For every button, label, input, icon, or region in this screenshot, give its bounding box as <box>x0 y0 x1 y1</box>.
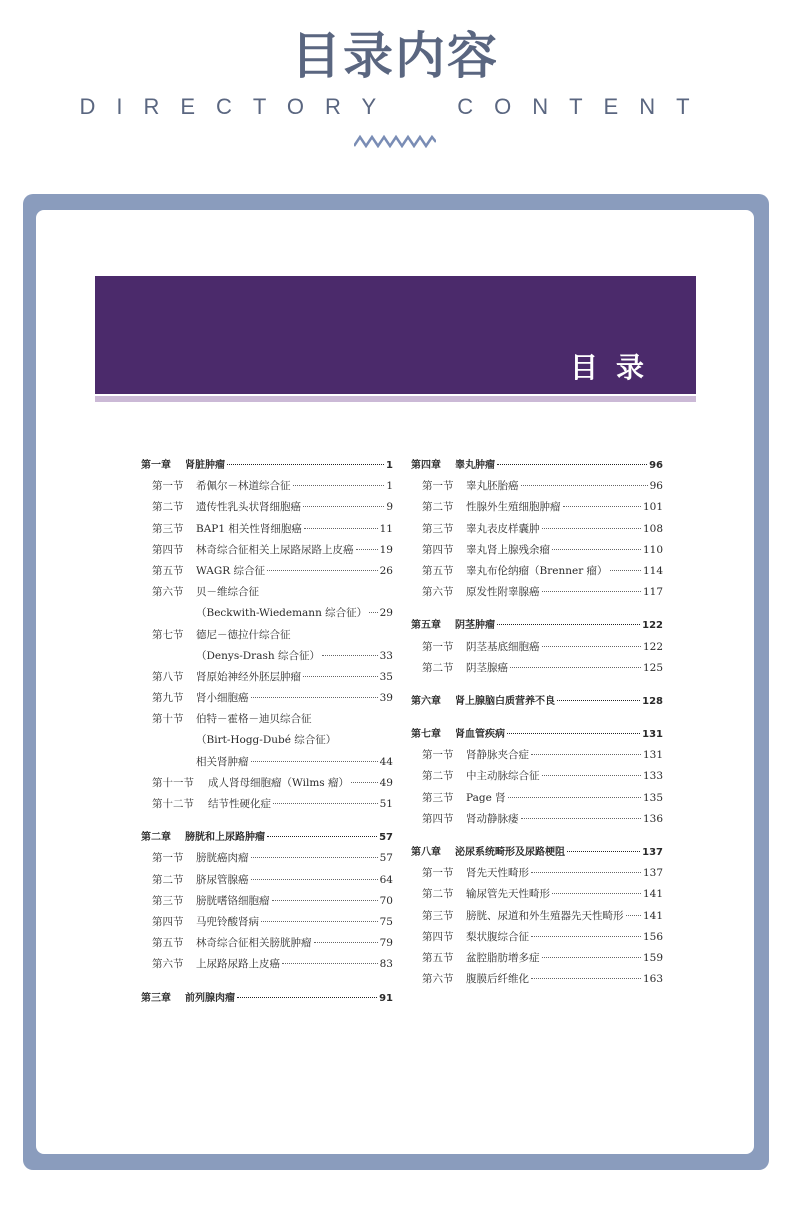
toc-entry-title: 上尿路尿路上皮癌 <box>196 958 280 971</box>
toc-page-number: 91 <box>379 992 393 1004</box>
toc-section-row <box>411 497 663 518</box>
toc-section-row <box>411 658 663 679</box>
toc-entry-title: 阴茎腺癌 <box>466 661 508 674</box>
toc-chapter-row <box>141 455 393 476</box>
toc-leader-dots <box>273 803 378 804</box>
toc-section-row <box>141 912 393 933</box>
toc-page-number: 49 <box>379 776 393 789</box>
toc-entry-title: 睾丸肾上腺残余瘤 <box>466 543 550 556</box>
zigzag-ornament-icon <box>354 134 436 148</box>
toc-entry-number: 第五章 <box>411 620 441 632</box>
toc-page-number: 137 <box>642 867 663 880</box>
toc-section-row <box>141 519 393 540</box>
toc-entry-title: 睾丸肿瘤 <box>455 460 495 471</box>
toc-chapter-row <box>141 827 393 848</box>
toc-page-number: 1 <box>386 460 393 471</box>
toc-page-number: 131 <box>642 729 663 741</box>
toc-page-number: 110 <box>642 543 663 556</box>
toc-page-number: 83 <box>379 958 393 971</box>
toc-leader-dots <box>521 485 648 486</box>
toc-entry-title: 前列腺肉瘤 <box>185 992 235 1004</box>
toc-entry-title: 肾脏肿瘤 <box>185 460 225 471</box>
toc-leader-dots <box>303 676 378 677</box>
toc-entry-number: 第三节 <box>422 909 454 922</box>
toc-section-row <box>141 540 393 561</box>
toc-page-number: 133 <box>642 770 663 783</box>
toc-entry-number: 第七章 <box>411 729 441 741</box>
toc-section-row <box>411 582 663 603</box>
toc-entry-number: 第六节 <box>422 586 454 599</box>
toc-section-row <box>411 863 663 884</box>
toc-page-number: 57 <box>379 832 393 844</box>
toc-entry-number: 第二节 <box>422 888 454 901</box>
toc-section-row <box>411 766 663 787</box>
toc-entry-title: 膀胱、尿道和外生殖器先天性畸形 <box>466 909 624 922</box>
toc-entry-number: 第五节 <box>422 564 454 577</box>
toc-leader-dots <box>610 570 641 571</box>
banner-underline <box>95 396 696 402</box>
toc-entry-number: 第三节 <box>152 522 184 535</box>
toc-entry-number: 第四节 <box>422 812 454 825</box>
toc-leader-dots <box>267 570 378 571</box>
toc-page-number: 156 <box>642 930 663 943</box>
subtitle-word-2: CONTENT <box>457 94 711 119</box>
toc-entry-number: 第一节 <box>152 480 184 493</box>
toc-entry-number: 第五节 <box>152 937 184 950</box>
toc-page-number: 70 <box>379 894 393 907</box>
toc-section-row <box>411 948 663 969</box>
toc-section-row <box>141 933 393 954</box>
toc-entry-title: 睾丸胚胎癌 <box>466 480 519 493</box>
toc-page-number: 163 <box>642 973 663 986</box>
toc-section-row <box>141 794 393 815</box>
toc-page-number: 39 <box>379 692 393 705</box>
toc-entry-title: 希佩尔－林道综合征 <box>196 480 291 493</box>
toc-leader-dots <box>507 733 640 734</box>
toc-leader-dots <box>303 506 384 507</box>
page-heading: 目录内容 <box>291 27 499 85</box>
toc-entry-title: 膀胱癌肉瘤 <box>196 852 249 865</box>
toc-entry-number: 第二章 <box>141 832 171 844</box>
toc-leader-dots <box>497 624 640 625</box>
toc-chapter-row <box>411 842 663 863</box>
toc-leader-dots <box>227 464 384 465</box>
toc-section-row <box>411 884 663 905</box>
toc-entry-title: 马兜铃酸肾病 <box>196 915 259 928</box>
toc-page-number: 9 <box>386 501 393 514</box>
toc-section-row <box>411 561 663 582</box>
toc-entry-number: 第六节 <box>152 586 184 599</box>
toc-leader-dots <box>531 936 641 937</box>
toc-leader-dots <box>567 851 640 852</box>
toc-page-number: 29 <box>379 607 393 620</box>
toc-page-number: 114 <box>642 564 663 577</box>
toc-page-number: 57 <box>379 852 393 865</box>
toc-leader-dots <box>322 655 378 656</box>
toc-entry-title: 阴茎肿瘤 <box>455 620 495 632</box>
page-subheading <box>0 94 790 120</box>
banner-title: 目录 <box>569 351 662 384</box>
toc-entry-number: 第三节 <box>422 522 454 535</box>
toc-entry-title: 睾丸表皮样囊肿 <box>466 522 540 535</box>
toc-section-row <box>141 667 393 688</box>
toc-entry-title: 贝－维综合征 <box>196 586 259 599</box>
toc-leader-dots <box>521 818 641 819</box>
toc-entry-number: 第四节 <box>422 930 454 943</box>
toc-entry-title: 膀胱嗜铬细胞瘤 <box>196 894 270 907</box>
toc-chapter-row <box>411 724 663 745</box>
toc-entry-number: 第六章 <box>411 695 441 707</box>
toc-entry-title: 梨状腹综合征 <box>466 930 529 943</box>
toc-entry-number: 第七节 <box>152 628 184 641</box>
toc-entry-title: 肾动静脉瘘 <box>466 812 519 825</box>
toc-entry-title: 遗传性乳头状肾细胞癌 <box>196 501 301 514</box>
toc-entry-number: 第二节 <box>422 770 454 783</box>
toc-entry-number: 第八节 <box>152 670 184 683</box>
toc-entry-title: 膀胱和上尿路肿瘤 <box>185 832 265 844</box>
toc-leader-dots <box>237 997 377 998</box>
toc-section-row <box>411 788 663 809</box>
toc-entry-title: 中主动脉综合征 <box>466 770 540 783</box>
toc-left-column <box>141 455 393 1009</box>
toc-entry-number: 第二节 <box>422 661 454 674</box>
toc-entry-title: 肾静脉夹合症 <box>466 749 529 762</box>
toc-leader-dots <box>552 549 641 550</box>
toc-entry-title: 盆腔脂肪增多症 <box>466 951 540 964</box>
toc-entry-number: 第二节 <box>152 873 184 886</box>
toc-entry-number: 第五节 <box>422 951 454 964</box>
toc-banner <box>95 276 696 394</box>
toc-entry-number: 第三节 <box>152 894 184 907</box>
toc-entry-number: 第一章 <box>141 460 171 471</box>
toc-entry-number: 第二节 <box>152 501 184 514</box>
toc-entry-number: 第五节 <box>152 564 184 577</box>
toc-page-number: 137 <box>642 847 663 858</box>
toc-leader-dots <box>542 957 641 958</box>
toc-leader-dots <box>251 761 378 762</box>
toc-entry-title: 林奇综合征相关膀胱肿瘤 <box>196 937 312 950</box>
toc-entry-number: 第四节 <box>152 915 184 928</box>
toc-leader-dots <box>272 900 378 901</box>
toc-leader-dots <box>293 485 385 486</box>
toc-entry-number: 第四节 <box>152 543 184 556</box>
toc-entry-title: 输尿管先天性畸形 <box>466 888 550 901</box>
toc-section-row <box>141 870 393 891</box>
toc-entry-title: 腹膜后纤维化 <box>466 973 529 986</box>
toc-section-row <box>141 625 393 646</box>
toc-entry-number: 第三章 <box>141 992 171 1004</box>
toc-section-row <box>411 476 663 497</box>
toc-entry-number: 第十一节 <box>152 776 194 789</box>
toc-entry-number: 第八章 <box>411 847 441 858</box>
toc-entry-title: Page 肾 <box>466 791 506 804</box>
toc-page-number: 122 <box>642 620 663 632</box>
toc-chapter-row <box>411 455 663 476</box>
toc-entry-number: 第六节 <box>422 973 454 986</box>
toc-entry-title: 睾丸布伦纳瘤（Brenner 瘤） <box>466 564 608 577</box>
toc-leader-dots <box>497 464 647 465</box>
toc-leader-dots <box>356 549 378 550</box>
toc-section-row <box>411 906 663 927</box>
toc-entry-title: 脐尿管腺癌 <box>196 873 249 886</box>
toc-leader-dots <box>251 879 378 880</box>
toc-entry-number: 第四章 <box>411 460 441 471</box>
toc-entry-title: 相关肾肿瘤 <box>196 755 249 768</box>
toc-section-row <box>141 848 393 869</box>
toc-leader-dots <box>542 591 641 592</box>
toc-leader-dots <box>531 872 641 873</box>
toc-section-row <box>141 646 393 667</box>
toc-entry-number: 第三节 <box>422 791 454 804</box>
toc-entry-number: 第十二节 <box>152 798 194 810</box>
toc-page-number: 64 <box>379 873 393 886</box>
toc-entry-title: （Denys-Drash 综合征） <box>196 649 320 662</box>
toc-chapter-row <box>411 615 663 636</box>
toc-leader-dots <box>510 667 641 668</box>
toc-page-number: 26 <box>379 564 393 577</box>
toc-section-row <box>411 519 663 540</box>
toc-page-number: 19 <box>379 543 393 556</box>
toc-entry-number: 第一节 <box>422 749 454 762</box>
toc-section-row <box>141 773 393 794</box>
toc-leader-dots <box>282 963 378 964</box>
toc-page-number: 1 <box>386 480 393 493</box>
toc-entry-number: 第一节 <box>422 640 454 653</box>
toc-page-number: 108 <box>642 522 663 535</box>
toc-page-number: 35 <box>379 670 393 683</box>
toc-entry-number: 第四节 <box>422 543 454 556</box>
toc-leader-dots <box>251 697 378 698</box>
toc-section-row <box>141 891 393 912</box>
toc-leader-dots <box>369 612 377 613</box>
toc-leader-dots <box>552 893 641 894</box>
toc-section-row <box>411 637 663 658</box>
toc-entry-number: 第十节 <box>152 713 184 726</box>
toc-leader-dots <box>542 646 641 647</box>
toc-leader-dots <box>557 700 640 701</box>
toc-entry-number: 第一节 <box>422 867 454 880</box>
toc-section-row <box>141 582 393 603</box>
toc-entry-title: 成人肾母细胞瘤（Wilms 瘤） <box>208 776 350 789</box>
toc-entry-title: 原发性附睾腺癌 <box>466 586 540 599</box>
toc-chapter-row <box>141 988 393 1009</box>
toc-page-number: 33 <box>379 649 393 662</box>
toc-entry-title: 肾原始神经外胚层肿瘤 <box>196 670 301 683</box>
toc-section-row <box>141 730 393 751</box>
toc-section-row <box>141 561 393 582</box>
toc-section-row <box>141 688 393 709</box>
toc-section-row <box>141 954 393 975</box>
toc-leader-dots <box>531 754 641 755</box>
toc-entry-title: （Birt-Hogg-Dubé 综合征） <box>196 734 337 747</box>
toc-section-row <box>141 476 393 497</box>
toc-entry-title: 肾上腺脑白质营养不良 <box>455 695 555 707</box>
toc-entry-number: 第一节 <box>422 480 454 493</box>
toc-entry-number: 第二节 <box>422 501 454 514</box>
toc-section-row <box>141 603 393 624</box>
toc-leader-dots <box>531 978 641 979</box>
toc-page-number: 96 <box>649 460 663 471</box>
toc-page-number: 125 <box>642 661 663 674</box>
toc-section-row <box>141 709 393 730</box>
toc-page-number: 44 <box>379 755 393 768</box>
toc-page-number: 79 <box>379 937 393 950</box>
toc-entry-title: 阴茎基底细胞癌 <box>466 640 540 653</box>
toc-page-number: 131 <box>642 749 663 762</box>
toc-page-number: 11 <box>379 522 393 535</box>
toc-section-row <box>141 752 393 773</box>
toc-leader-dots <box>314 942 378 943</box>
toc-leader-dots <box>508 797 641 798</box>
toc-leader-dots <box>304 528 378 529</box>
toc-page-number: 128 <box>642 695 663 707</box>
toc-entry-title: （Beckwith-Wiedemann 综合征） <box>196 607 368 620</box>
toc-page-number: 136 <box>642 812 663 825</box>
toc-page-number: 101 <box>642 501 663 514</box>
toc-entry-title: 泌尿系统畸形及尿路梗阻 <box>455 847 565 858</box>
toc-entry-title: 结节性硬化症 <box>208 798 271 810</box>
toc-entry-title: 林奇综合征相关上尿路尿路上皮癌 <box>196 543 354 556</box>
toc-entry-title: 肾先天性畸形 <box>466 867 529 880</box>
toc-right-column <box>411 455 663 990</box>
toc-entry-number: 第六节 <box>152 958 184 971</box>
toc-entry-number: 第九节 <box>152 692 184 705</box>
toc-page-number: 135 <box>642 791 663 804</box>
toc-leader-dots <box>563 506 641 507</box>
toc-page-number: 141 <box>642 909 663 922</box>
toc-entry-title: 肾血管疾病 <box>455 729 505 741</box>
toc-entry-title: 伯特－霍格－迪贝综合征 <box>196 713 312 726</box>
toc-section-row <box>411 969 663 990</box>
subtitle-word-1: DIRECTORY <box>79 94 398 119</box>
toc-section-row <box>411 927 663 948</box>
toc-page-number: 122 <box>642 640 663 653</box>
toc-entry-number: 第一节 <box>152 852 184 865</box>
toc-leader-dots <box>542 775 641 776</box>
toc-entry-title: 肾小细胞癌 <box>196 692 249 705</box>
toc-page-number: 75 <box>379 915 393 928</box>
toc-page-number: 51 <box>379 798 393 810</box>
toc-page-number: 141 <box>642 888 663 901</box>
toc-entry-title: 性腺外生殖细胞肿瘤 <box>466 501 561 514</box>
toc-chapter-row <box>411 691 663 712</box>
toc-leader-dots <box>251 857 378 858</box>
toc-leader-dots <box>542 528 641 529</box>
toc-leader-dots <box>267 836 377 837</box>
toc-page-number: 159 <box>642 951 663 964</box>
toc-section-row <box>411 745 663 766</box>
toc-section-row <box>411 540 663 561</box>
toc-entry-title: BAP1 相关性肾细胞癌 <box>196 522 302 535</box>
toc-page-number: 117 <box>642 586 663 599</box>
toc-leader-dots <box>261 921 378 922</box>
toc-section-row <box>411 809 663 830</box>
toc-entry-title: 德尼－德拉什综合征 <box>196 628 291 641</box>
toc-page-number: 96 <box>649 480 663 493</box>
toc-section-row <box>141 497 393 518</box>
toc-entry-title: WAGR 综合征 <box>196 564 265 577</box>
toc-leader-dots <box>626 915 641 916</box>
toc-leader-dots <box>351 782 378 783</box>
